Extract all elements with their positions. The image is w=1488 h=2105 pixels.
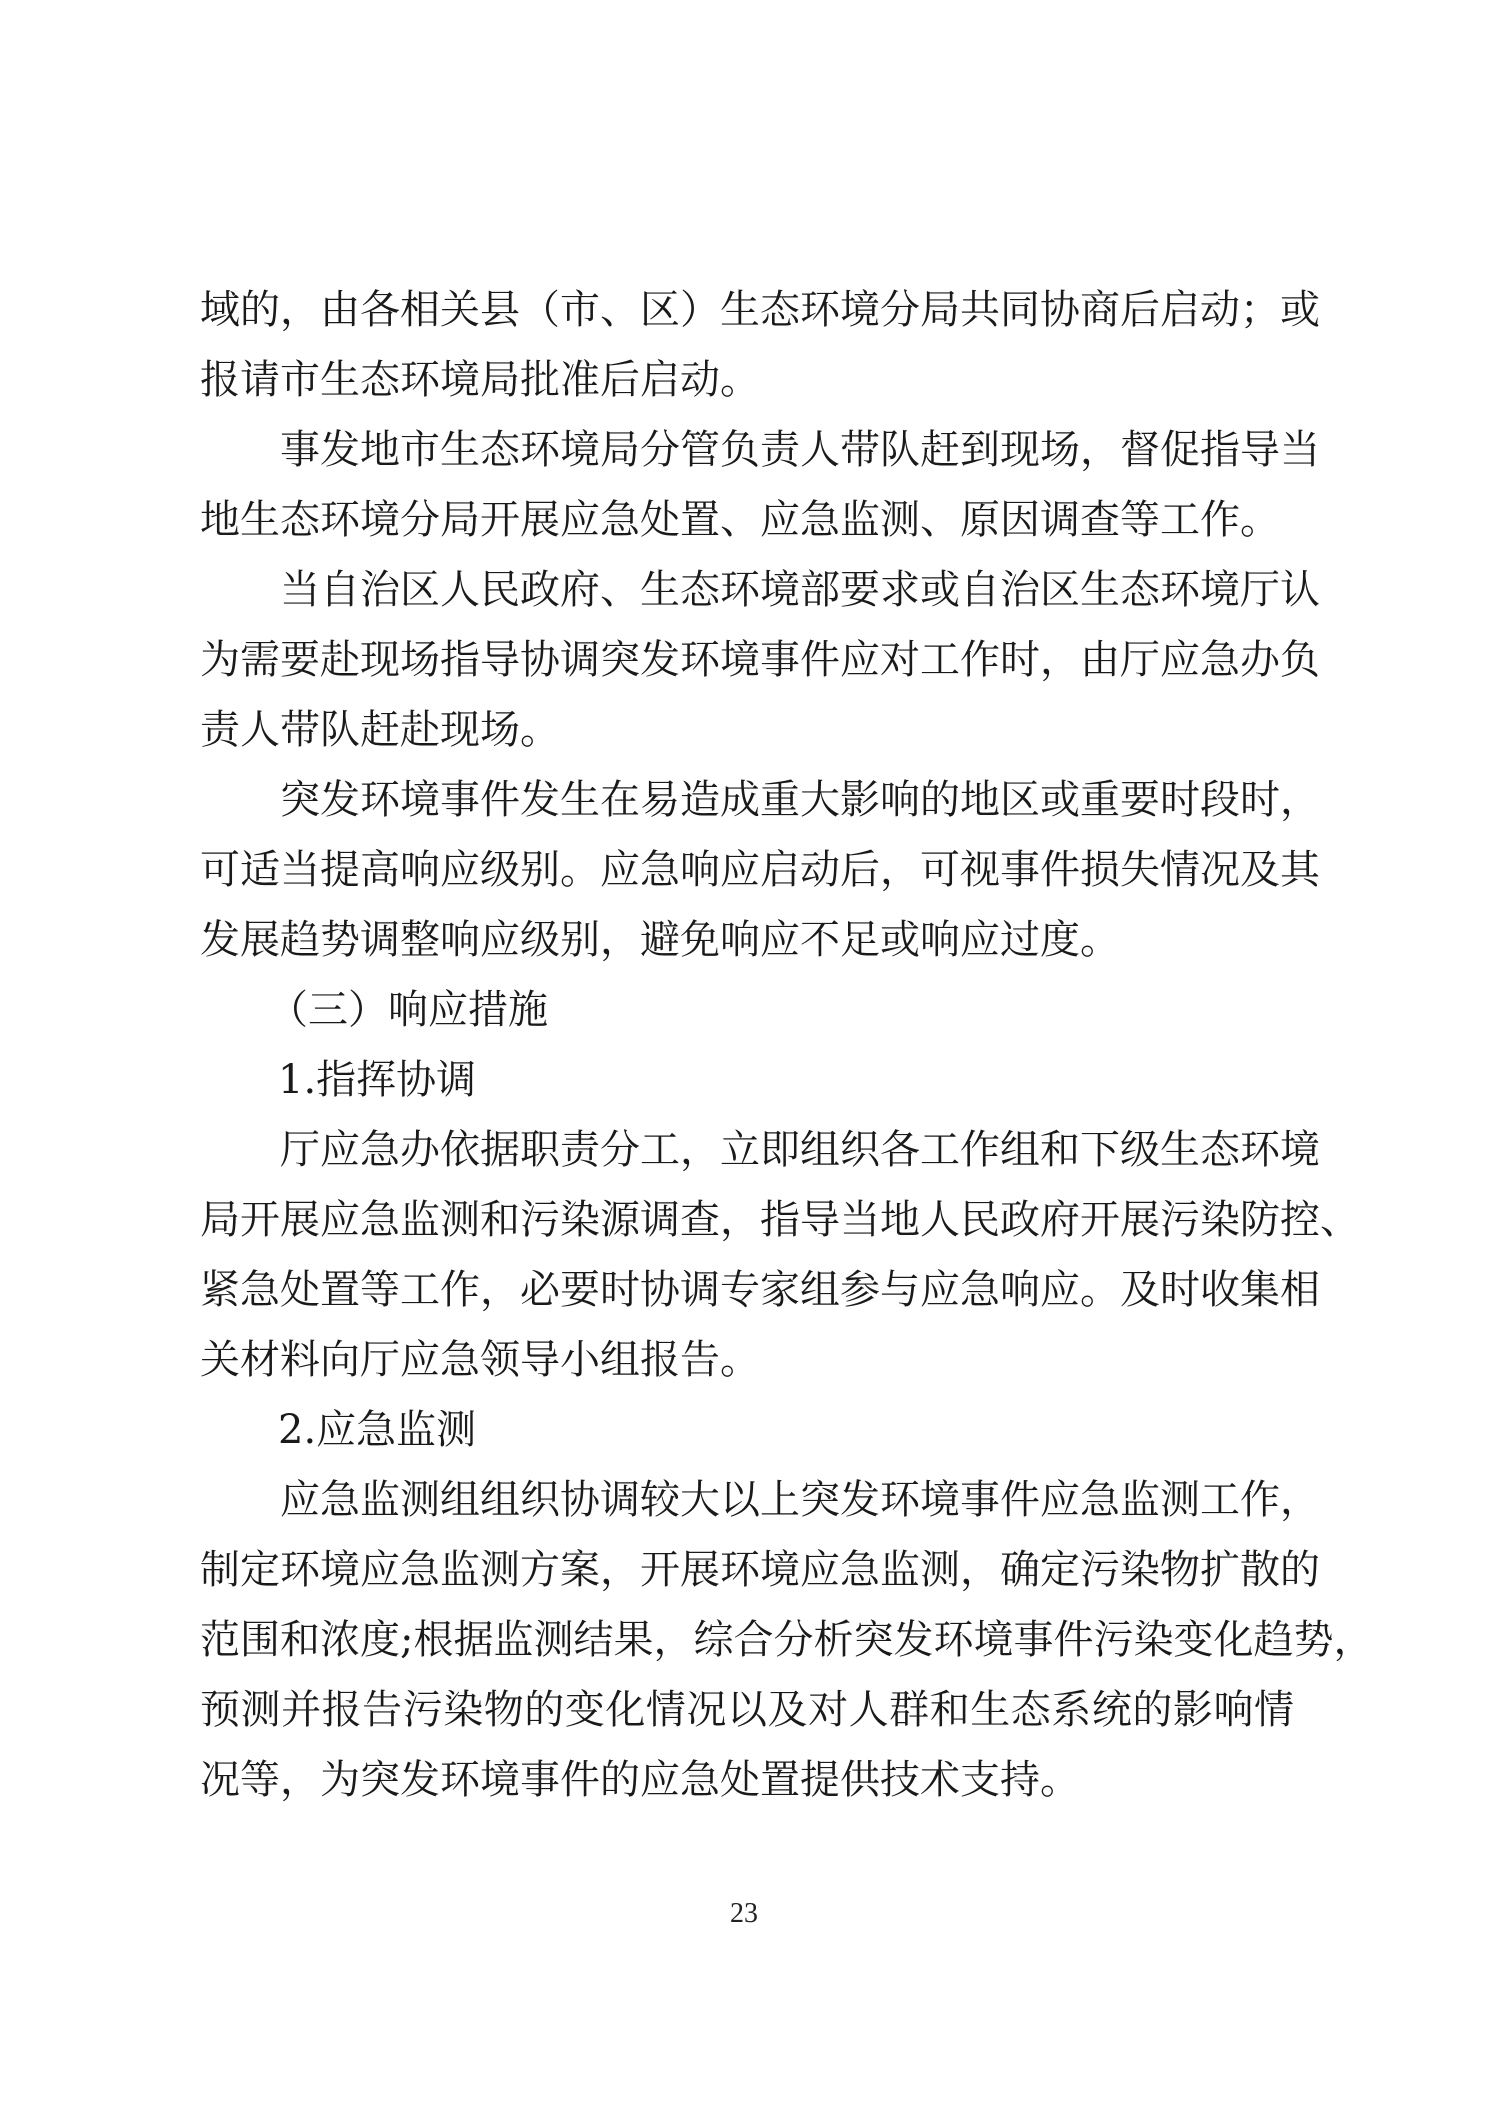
text-line: 关材料向厅应急领导小组报告。 [200,1337,760,1383]
text-line: 为需要赴现场指导协调突发环境事件应对工作时，由厅应急办负 [200,637,1320,683]
text-line: 范围和浓度;根据监测结果，综合分析突发环境事件污染变化趋势， [200,1617,1374,1663]
text-line: 应急监测组组织协调较大以上突发环境事件应急监测工作， [280,1477,1320,1523]
text-line: 可适当提高响应级别。应急响应启动后，可视事件损失情况及其 [200,847,1320,893]
page-number: 23 [730,1898,758,1929]
text-line: 紧急处置等工作，必要时协调专家组参与应急响应。及时收集相 [200,1267,1320,1313]
section-heading: （三）响应措施 [268,987,548,1033]
subsection-heading: 1.指挥协调 [278,1057,477,1103]
text-line: 当自治区人民政府、生态环境部要求或自治区生态环境厅认 [280,567,1320,613]
text-line: 报请市生态环境局批准后启动。 [200,357,760,403]
text-line: 制定环境应急监测方案，开展环境应急监测，确定污染物扩散的 [200,1547,1320,1593]
body-text [200,275,1374,1815]
text-line: 地生态环境分局开展应急处置、应急监测、原因调查等工作。 [200,497,1280,543]
text-line: 域的，由各相关县（市、区）生态环境分局共同协商后启动；或 [200,287,1320,333]
text-line: 况等，为突发环境事件的应急处置提供技术支持。 [200,1757,1080,1803]
text-line: 厅应急办依据职责分工，立即组织各工作组和下级生态环境 [280,1127,1320,1173]
text-line: 事发地市生态环境局分管负责人带队赶到现场，督促指导当 [280,427,1320,473]
subsection-heading: 2.应急监测 [278,1407,477,1453]
text-line: 预测并报告污染物的变化情况以及对人群和生态系统的影响情 [200,1687,1294,1733]
text-line: 责人带队赶赴现场。 [200,707,560,753]
text-line: 局开展应急监测和污染源调查，指导当地人民政府开展污染防控、 [200,1197,1360,1243]
text-line: 发展趋势调整响应级别，避免响应不足或响应过度。 [200,917,1120,963]
text-line: 突发环境事件发生在易造成重大影响的地区或重要时段时， [280,777,1320,823]
